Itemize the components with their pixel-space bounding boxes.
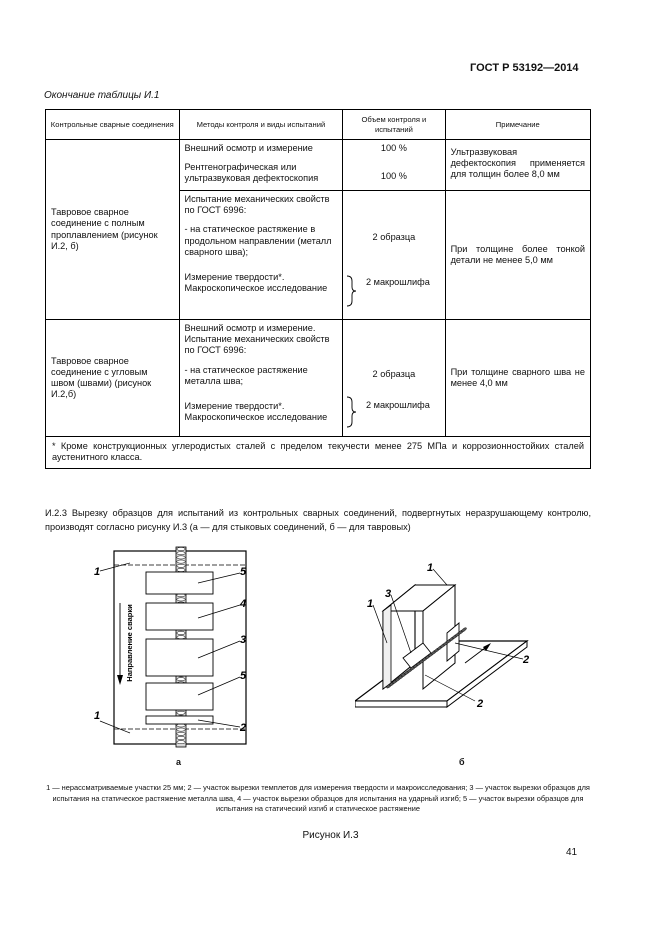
volume-cell xyxy=(343,140,445,191)
weld-bead xyxy=(177,741,185,744)
page-number: 41 xyxy=(566,847,578,858)
figure-b-tee-joint xyxy=(355,563,555,743)
brace-icon xyxy=(345,275,357,307)
figure-a-butt-joint xyxy=(90,543,260,753)
volume-text: 2 образца xyxy=(372,232,416,242)
note-cell: При толщине более тонкой детали не менее 5,0 мм xyxy=(445,191,590,320)
tee-weld-bead xyxy=(461,627,467,633)
weld-bead xyxy=(177,556,185,559)
method-text: Испытание механических свойств по ГОСТ 6996: xyxy=(184,194,330,216)
method-text: Внешний осмотр и измерение xyxy=(184,143,313,153)
note-cell: Ультразвуковая дефектоскопия применяется для толщин более 8,0 мм xyxy=(445,140,590,191)
label-a-1: 1 xyxy=(94,566,101,578)
weld-bead xyxy=(177,636,185,639)
weld-bead xyxy=(177,678,185,681)
header-methods: Методы контроля и виды испытаний xyxy=(179,110,343,140)
method-text: Рентгенографическая или ультразвуковая дефектоскопия xyxy=(184,162,319,184)
method-text: - на статическое растяжение металла шва; xyxy=(184,364,308,386)
label-a-2: 2 xyxy=(240,722,247,734)
label-b-1b: 1 xyxy=(427,563,434,574)
volume-cell xyxy=(343,191,445,320)
welding-direction-label: Направление сварки xyxy=(125,604,134,682)
label-b-3: 3 xyxy=(385,588,392,600)
weld-bead xyxy=(177,568,185,571)
label-b-2b: 2 xyxy=(477,698,484,710)
label-b-2: 2 xyxy=(523,654,530,666)
method-text: - на статическое растяжение в продольном направлении (металл сварного шва); xyxy=(184,224,332,257)
figure-title: Рисунок И.3 xyxy=(302,830,359,841)
joint-cell: Тавровое сварное соединение с полным проплавлением (рисунок И.2, б) xyxy=(46,140,180,320)
table-row xyxy=(46,140,591,191)
label-a-5b: 5 xyxy=(240,670,247,682)
document-code: ГОСТ Р 53192—2014 xyxy=(470,62,579,74)
table-row xyxy=(46,320,591,437)
label-a-4: 4 xyxy=(240,598,247,610)
label-a-3: 3 xyxy=(240,634,247,646)
volume-cell xyxy=(343,320,445,437)
volume-text: 100 % xyxy=(380,143,407,153)
caption-a: а xyxy=(176,757,182,767)
weld-bead xyxy=(177,728,185,731)
weld-bead xyxy=(177,560,185,563)
control-methods-table xyxy=(45,109,591,469)
weld-bead xyxy=(177,736,185,739)
table-header-row xyxy=(46,110,591,140)
paragraph-i-2-3: И.2.3 Вырезку образцов для испытаний из контрольных сварных соединений, подвергнутых неразрушающему контролю, производят согласно рисунку И.3 (а — для стыковых соединений, б — для тавровых) xyxy=(45,508,591,533)
caption-b: б xyxy=(459,757,465,767)
brace-icon xyxy=(345,396,357,428)
method-cell xyxy=(179,140,343,191)
volume-text: 2 макрошлифа xyxy=(365,277,430,288)
method-text: Измерение твердости*. Макроскопическое исследование xyxy=(184,272,328,294)
weld-bead xyxy=(177,598,185,601)
volume-text: 2 образца xyxy=(372,369,416,379)
figure-legend: 1 — нерассматриваемые участки 25 мм; 2 — участок вырезки темплетов для измерения твердости и макроисследования; 3 — участок вырезки образцов для испытания на статическое растяжение металла шва, 4 — участок вырезки образцов для испытания на ударный изгиб; 5 — участок вырезки образцов для испытания на статический изгиб и статическое растяжение xyxy=(46,783,590,814)
table-caption: Окончание таблицы И.1 xyxy=(44,90,160,101)
header-joints: Контрольные сварные соединения xyxy=(46,110,180,140)
header-note: Примечание xyxy=(445,110,590,140)
method-text: Внешний осмотр и измерение. Испытание механических свойств по ГОСТ 6996: xyxy=(184,323,330,356)
volume-text: 2 макрошлифа xyxy=(365,400,430,411)
label-b-1: 1 xyxy=(367,598,374,610)
label-a-5: 5 xyxy=(240,566,247,578)
weld-bead xyxy=(177,564,185,567)
note-cell: При толщине сварного шва не менее 4,0 мм xyxy=(445,320,590,437)
joint-cell: Тавровое сварное соединение с угловым швом (швами) (рисунок И.2,б) xyxy=(46,320,180,437)
weld-bead xyxy=(177,711,185,714)
method-cell xyxy=(179,191,343,320)
weld-bead xyxy=(177,547,185,550)
table-footnote: * Кроме конструкционных углеродистых сталей с пределом текучести менее 275 МПа и коррозионностойких сталей аустенитного класса. xyxy=(46,437,591,469)
table-footnote-row xyxy=(46,437,591,469)
method-text: Измерение твердости*. Макроскопическое исследование xyxy=(184,401,328,423)
weld-bead xyxy=(177,732,185,735)
header-volume: Объем контроля и испытаний xyxy=(343,110,445,140)
label-a-1b: 1 xyxy=(94,710,101,722)
weld-bead xyxy=(177,631,185,634)
weld-bead xyxy=(177,552,185,555)
method-cell xyxy=(179,320,343,437)
volume-text: 100 % xyxy=(380,171,407,182)
